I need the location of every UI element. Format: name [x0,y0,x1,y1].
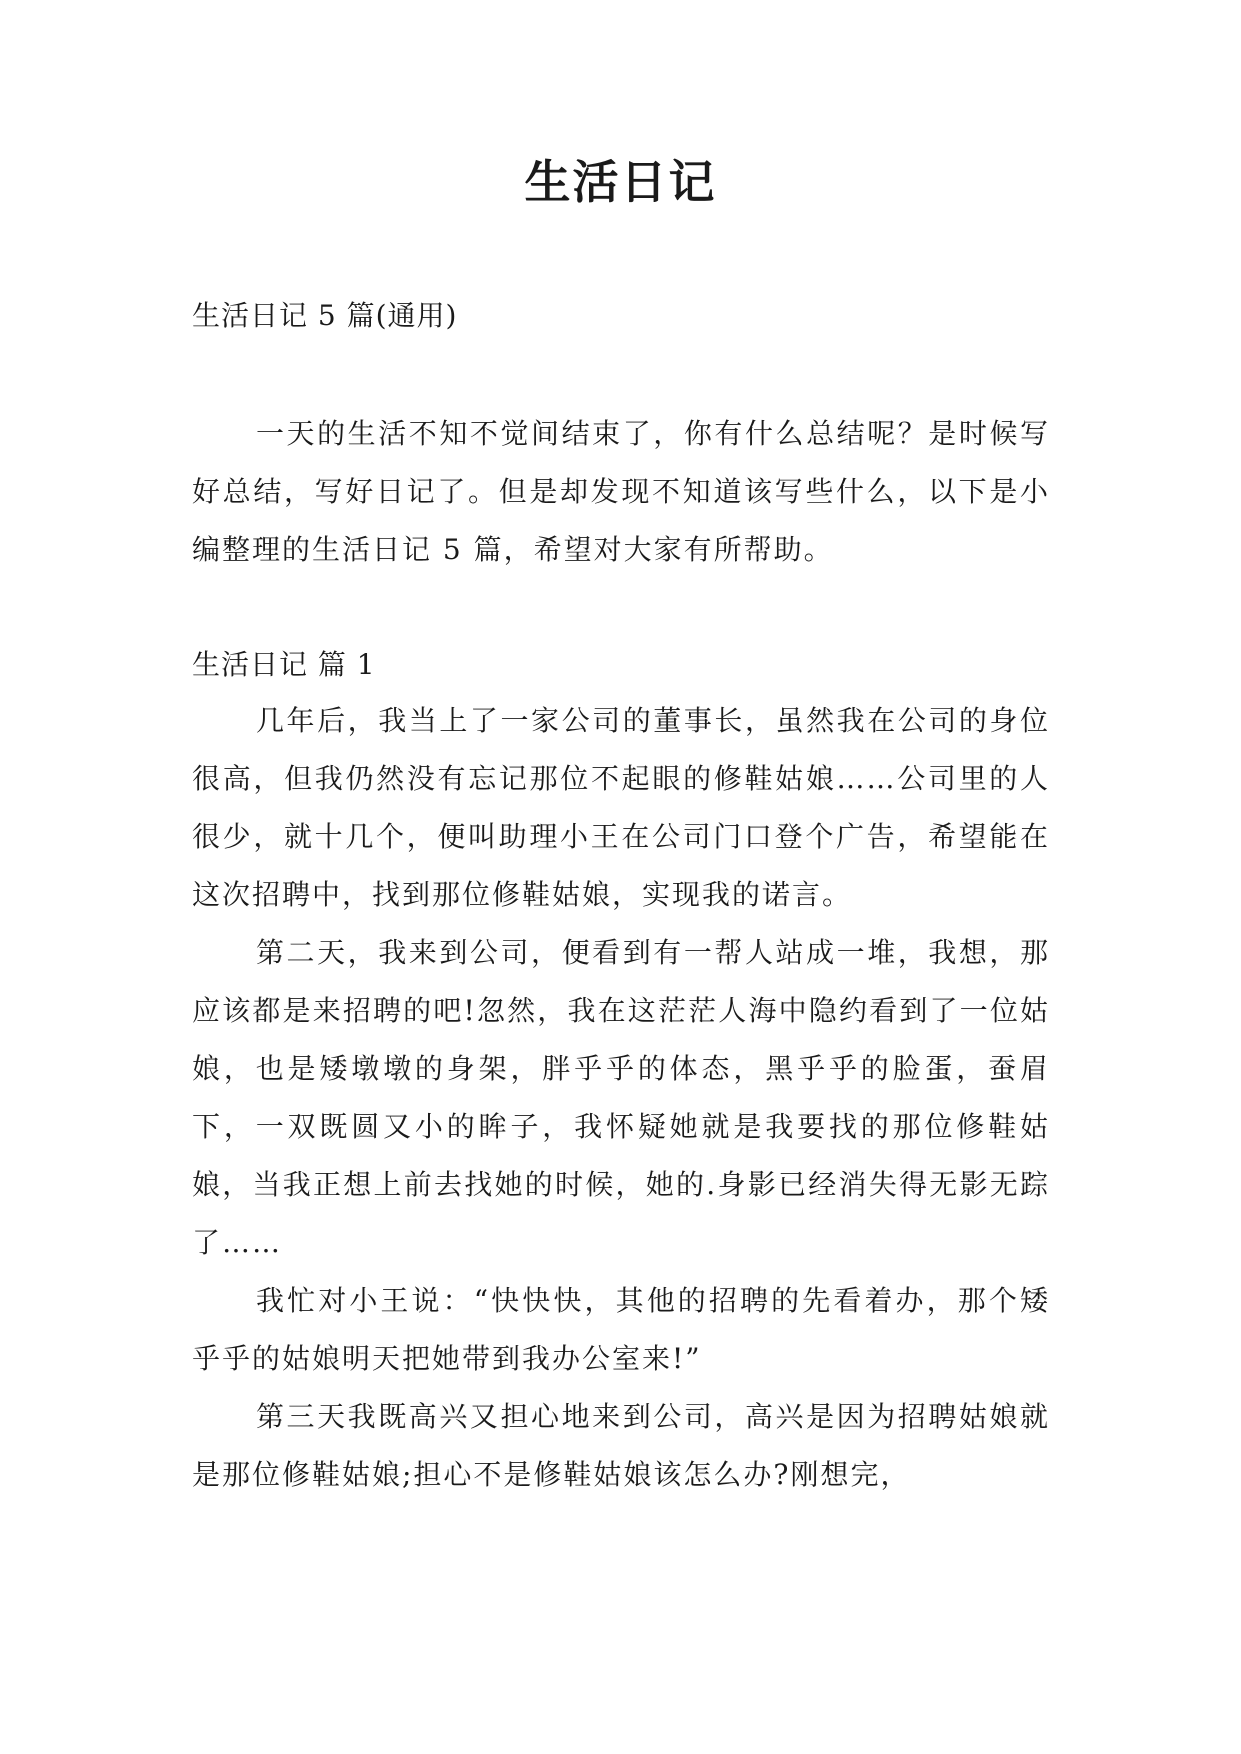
page-title: 生活日记 [524,155,717,209]
body-paragraph: 第三天我既高兴又担心地来到公司，高兴是因为招聘姑娘就是那位修鞋姑娘;担心不是修鞋姑娘该怎么办?刚想完， [192,1400,1050,1491]
body-paragraph: 我忙对小王说：“快快快，其他的招聘的先看着办，那个矮乎乎的姑娘明天把她带到我办公室来!” [192,1284,1050,1375]
document-subtitle: 生活日记 5 篇(通用) [192,299,458,332]
body-paragraph: 第二天，我来到公司，便看到有一帮人站成一堆，我想，那应该都是来招聘的吧!忽然，我在这茫茫人海中隐约看到了一位姑娘，也是矮墩墩的身架，胖乎乎的体态，黑乎乎的脸蛋，蚕眉下，一双既圆又小的眸子，我怀疑她就是我要找的那位修鞋姑娘，当我正想上前去找她的时候，她的.身影已经消失得无影无踪了…… [192,936,1050,1259]
article-body [192,692,1050,1504]
section-heading: 生活日记 篇 1 [192,648,376,681]
intro-paragraph: 一天的生活不知不觉间结束了，你有什么总结呢？是时候写好总结，写好日记了。但是却发现不知道该写些什么，以下是小编整理的生活日记 5 篇，希望对大家有所帮助。 [192,417,1050,566]
intro-block [192,405,1050,579]
body-paragraph: 几年后，我当上了一家公司的董事长，虽然我在公司的身位很高，但我仍然没有忘记那位不起眼的修鞋姑娘……公司里的人很少，就十几个，便叫助理小王在公司门口登个广告，希望能在这次招聘中，找到那位修鞋姑娘，实现我的诺言。 [192,704,1050,911]
